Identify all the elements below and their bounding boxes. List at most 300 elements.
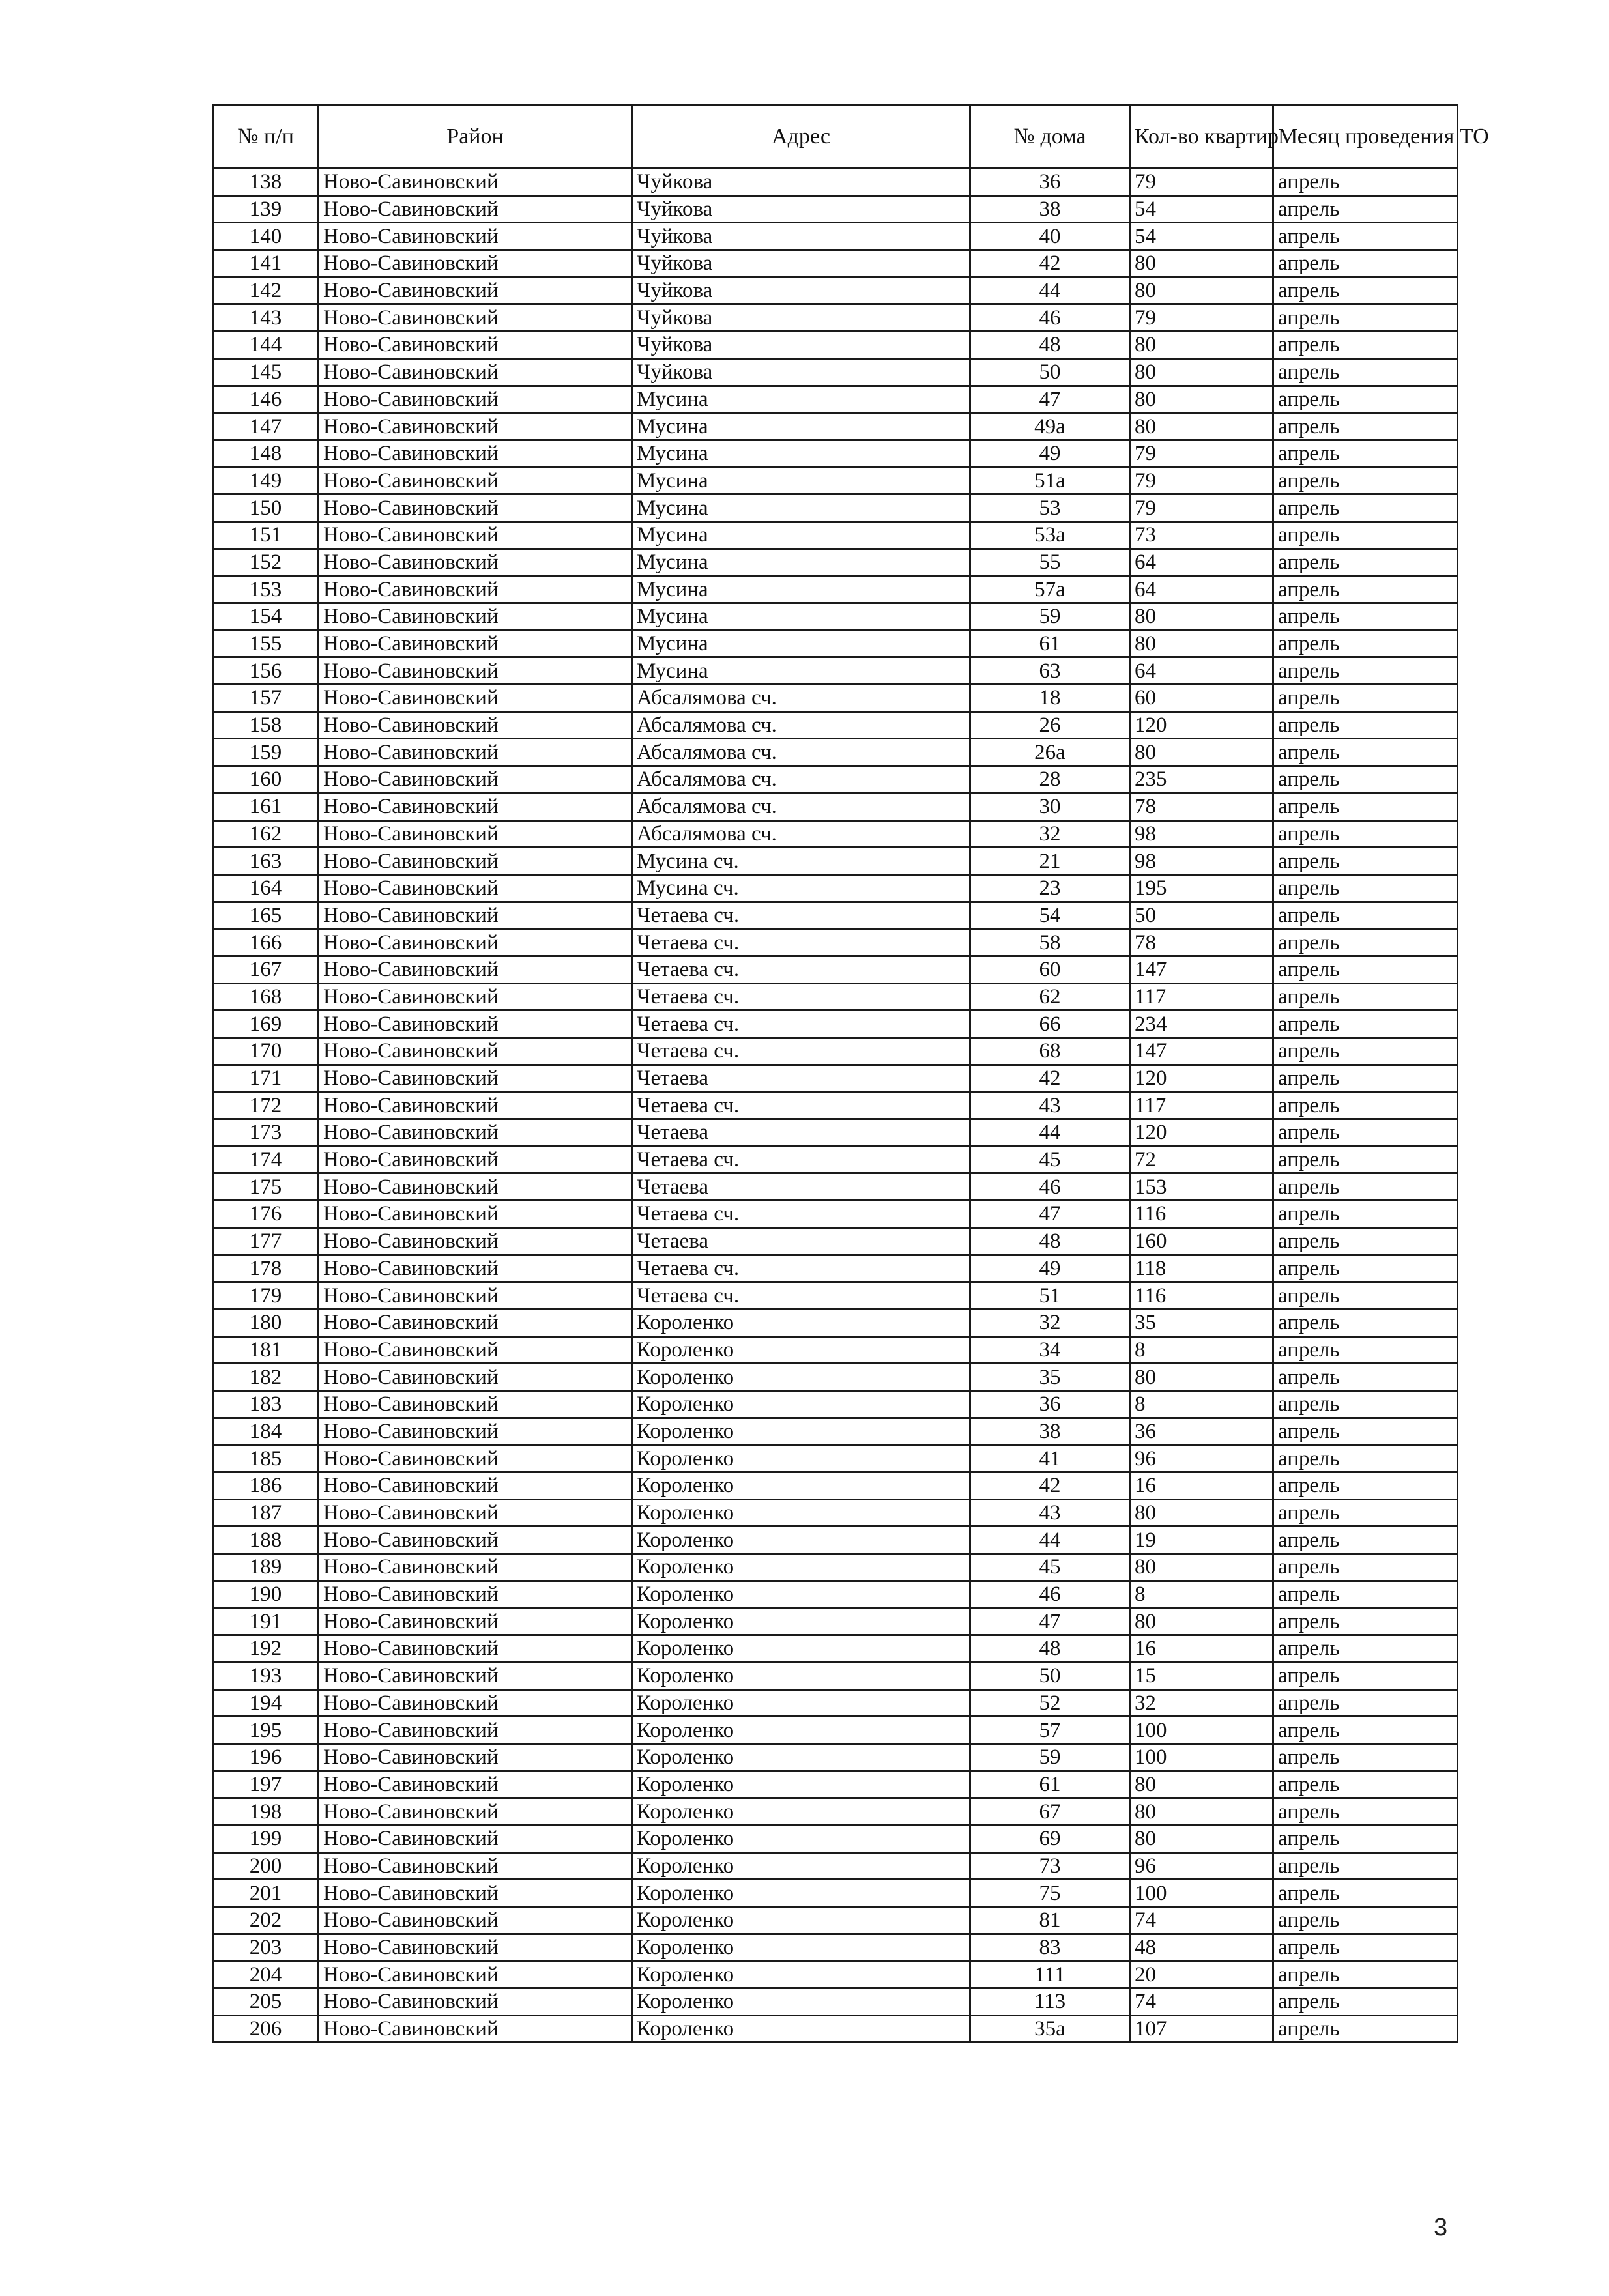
cell-district: Ново-Савиновский (319, 1255, 632, 1282)
cell-maintenance-month: апрель (1273, 1744, 1458, 1771)
cell-index: 158 (213, 711, 319, 739)
cell-address: Чуйкова (632, 304, 970, 332)
cell-district: Ново-Савиновский (319, 1472, 632, 1500)
cell-apartment-count: 32 (1130, 1689, 1273, 1717)
cell-index: 139 (213, 195, 319, 223)
cell-maintenance-month: апрель (1273, 1662, 1458, 1689)
cell-address: Короленко (632, 1771, 970, 1798)
cell-district: Ново-Савиновский (319, 521, 632, 549)
cell-apartment-count: 74 (1130, 1988, 1273, 2016)
table-row (213, 358, 1458, 386)
cell-index: 144 (213, 332, 319, 359)
cell-apartment-count: 153 (1130, 1173, 1273, 1201)
cell-apartment-count: 19 (1130, 1527, 1273, 1554)
cell-district: Ново-Савиновский (319, 358, 632, 386)
cell-house-number: 42 (970, 1472, 1130, 1500)
cell-house-number: 59 (970, 1744, 1130, 1771)
cell-index: 204 (213, 1961, 319, 1988)
table-row (213, 1255, 1458, 1282)
cell-maintenance-month: апрель (1273, 1336, 1458, 1364)
table-row (213, 1227, 1458, 1255)
table-row (213, 1364, 1458, 1391)
cell-maintenance-month: апрель (1273, 332, 1458, 359)
table-row (213, 1445, 1458, 1472)
cell-house-number: 61 (970, 630, 1130, 657)
cell-address: Чуйкова (632, 169, 970, 196)
table-row (213, 1689, 1458, 1717)
cell-house-number: 23 (970, 874, 1130, 902)
cell-house-number: 46 (970, 304, 1130, 332)
cell-index: 167 (213, 956, 319, 983)
cell-index: 174 (213, 1146, 319, 1173)
cell-apartment-count: 96 (1130, 1445, 1273, 1472)
cell-house-number: 47 (970, 386, 1130, 413)
cell-house-number: 54 (970, 902, 1130, 929)
cell-index: 176 (213, 1201, 319, 1228)
cell-index: 165 (213, 902, 319, 929)
cell-apartment-count: 100 (1130, 1744, 1273, 1771)
cell-district: Ново-Савиновский (319, 386, 632, 413)
cell-index: 149 (213, 467, 319, 495)
cell-district: Ново-Савиновский (319, 1119, 632, 1147)
cell-index: 196 (213, 1744, 319, 1771)
header-maintenance-month: Месяц проведения ТО (1273, 106, 1458, 169)
cell-index: 188 (213, 1527, 319, 1554)
cell-address: Четаева сч. (632, 902, 970, 929)
cell-address: Мусина (632, 521, 970, 549)
cell-apartment-count: 107 (1130, 2015, 1273, 2043)
cell-district: Ново-Савиновский (319, 1907, 632, 1934)
cell-district: Ново-Савиновский (319, 1445, 632, 1472)
table-row (213, 1934, 1458, 1961)
cell-index: 194 (213, 1689, 319, 1717)
table-row (213, 902, 1458, 929)
cell-address: Короленко (632, 1662, 970, 1689)
cell-house-number: 35 (970, 1364, 1130, 1391)
cell-index: 180 (213, 1309, 319, 1336)
cell-maintenance-month: апрель (1273, 657, 1458, 685)
cell-house-number: 59 (970, 603, 1130, 631)
cell-address: Короленко (632, 1554, 970, 1581)
cell-house-number: 47 (970, 1201, 1130, 1228)
cell-maintenance-month: апрель (1273, 1119, 1458, 1147)
cell-district: Ново-Савиновский (319, 1961, 632, 1988)
cell-house-number: 75 (970, 1880, 1130, 1907)
cell-house-number: 61 (970, 1771, 1130, 1798)
cell-house-number: 83 (970, 1934, 1130, 1961)
cell-maintenance-month: апрель (1273, 793, 1458, 820)
cell-maintenance-month: апрель (1273, 1499, 1458, 1527)
cell-address: Чуйкова (632, 195, 970, 223)
cell-maintenance-month: апрель (1273, 1934, 1458, 1961)
cell-apartment-count: 120 (1130, 711, 1273, 739)
header-house-number: № дома (970, 106, 1130, 169)
table-row (213, 440, 1458, 467)
cell-district: Ново-Савиновский (319, 1744, 632, 1771)
cell-index: 205 (213, 1988, 319, 2016)
cell-apartment-count: 54 (1130, 223, 1273, 250)
cell-apartment-count: 79 (1130, 440, 1273, 467)
table-row (213, 1527, 1458, 1554)
cell-index: 171 (213, 1065, 319, 1092)
cell-apartment-count: 100 (1130, 1717, 1273, 1744)
cell-house-number: 18 (970, 685, 1130, 712)
cell-house-number: 69 (970, 1825, 1130, 1852)
cell-apartment-count: 100 (1130, 1880, 1273, 1907)
cell-address: Мусина (632, 603, 970, 631)
table-row (213, 793, 1458, 820)
cell-apartment-count: 64 (1130, 549, 1273, 576)
cell-index: 186 (213, 1472, 319, 1500)
cell-district: Ново-Савиновский (319, 495, 632, 522)
cell-address: Короленко (632, 1390, 970, 1418)
cell-index: 181 (213, 1336, 319, 1364)
cell-index: 182 (213, 1364, 319, 1391)
cell-address: Короленко (632, 1499, 970, 1527)
cell-address: Абсалямова сч. (632, 685, 970, 712)
cell-apartment-count: 147 (1130, 1038, 1273, 1065)
cell-house-number: 34 (970, 1336, 1130, 1364)
cell-district: Ново-Савиновский (319, 1364, 632, 1391)
cell-maintenance-month: апрель (1273, 983, 1458, 1011)
cell-index: 193 (213, 1662, 319, 1689)
cell-apartment-count: 16 (1130, 1635, 1273, 1663)
table-row (213, 766, 1458, 794)
cell-address: Абсалямова сч. (632, 820, 970, 848)
table-row (213, 1390, 1458, 1418)
cell-district: Ново-Савиновский (319, 603, 632, 631)
table-row (213, 739, 1458, 766)
cell-house-number: 48 (970, 1227, 1130, 1255)
cell-house-number: 58 (970, 929, 1130, 956)
cell-district: Ново-Савиновский (319, 1798, 632, 1826)
cell-maintenance-month: апрель (1273, 250, 1458, 278)
cell-maintenance-month: апрель (1273, 1907, 1458, 1934)
cell-index: 172 (213, 1092, 319, 1119)
cell-district: Ново-Савиновский (319, 1011, 632, 1038)
cell-house-number: 50 (970, 1662, 1130, 1689)
cell-apartment-count: 195 (1130, 874, 1273, 902)
cell-address: Четаева (632, 1227, 970, 1255)
cell-house-number: 26 (970, 711, 1130, 739)
cell-maintenance-month: апрель (1273, 549, 1458, 576)
cell-district: Ново-Савиновский (319, 576, 632, 603)
cell-index: 201 (213, 1880, 319, 1907)
cell-district: Ново-Савиновский (319, 332, 632, 359)
cell-maintenance-month: апрель (1273, 576, 1458, 603)
cell-maintenance-month: апрель (1273, 304, 1458, 332)
cell-maintenance-month: апрель (1273, 1255, 1458, 1282)
cell-address: Четаева сч. (632, 929, 970, 956)
cell-house-number: 67 (970, 1798, 1130, 1826)
table-row (213, 277, 1458, 304)
cell-index: 185 (213, 1445, 319, 1472)
cell-address: Четаева сч. (632, 1038, 970, 1065)
cell-index: 150 (213, 495, 319, 522)
cell-address: Абсалямова сч. (632, 711, 970, 739)
cell-address: Короленко (632, 1880, 970, 1907)
cell-apartment-count: 80 (1130, 386, 1273, 413)
cell-apartment-count: 64 (1130, 576, 1273, 603)
cell-apartment-count: 80 (1130, 1825, 1273, 1852)
cell-address: Короленко (632, 1934, 970, 1961)
cell-index: 153 (213, 576, 319, 603)
cell-index: 187 (213, 1499, 319, 1527)
table-row (213, 1581, 1458, 1608)
cell-house-number: 42 (970, 250, 1130, 278)
table-header-row (213, 106, 1458, 169)
cell-district: Ново-Савиновский (319, 1309, 632, 1336)
cell-maintenance-month: апрель (1273, 766, 1458, 794)
cell-address: Короленко (632, 1689, 970, 1717)
cell-house-number: 51 (970, 1282, 1130, 1310)
cell-maintenance-month: апрель (1273, 1011, 1458, 1038)
cell-index: 157 (213, 685, 319, 712)
cell-apartment-count: 80 (1130, 603, 1273, 631)
cell-maintenance-month: апрель (1273, 1227, 1458, 1255)
cell-apartment-count: 80 (1130, 1364, 1273, 1391)
cell-address: Короленко (632, 1852, 970, 1880)
cell-house-number: 63 (970, 657, 1130, 685)
table-row (213, 1635, 1458, 1663)
cell-house-number: 55 (970, 549, 1130, 576)
table-row (213, 1662, 1458, 1689)
cell-maintenance-month: апрель (1273, 1146, 1458, 1173)
cell-maintenance-month: апрель (1273, 848, 1458, 875)
cell-house-number: 36 (970, 1390, 1130, 1418)
cell-index: 179 (213, 1282, 319, 1310)
cell-apartment-count: 8 (1130, 1581, 1273, 1608)
table-row (213, 956, 1458, 983)
cell-apartment-count: 80 (1130, 1608, 1273, 1635)
cell-apartment-count: 116 (1130, 1282, 1273, 1310)
cell-address: Короленко (632, 1581, 970, 1608)
cell-index: 168 (213, 983, 319, 1011)
cell-address: Мусина (632, 495, 970, 522)
table-row (213, 929, 1458, 956)
table-row (213, 1201, 1458, 1228)
cell-maintenance-month: апрель (1273, 1717, 1458, 1744)
cell-house-number: 73 (970, 1852, 1130, 1880)
cell-address: Короленко (632, 1798, 970, 1826)
cell-house-number: 49а (970, 413, 1130, 440)
cell-maintenance-month: апрель (1273, 711, 1458, 739)
cell-district: Ново-Савиновский (319, 685, 632, 712)
cell-district: Ново-Савиновский (319, 1608, 632, 1635)
cell-maintenance-month: апрель (1273, 1173, 1458, 1201)
cell-address: Абсалямова сч. (632, 793, 970, 820)
cell-address: Чуйкова (632, 332, 970, 359)
cell-index: 192 (213, 1635, 319, 1663)
cell-house-number: 52 (970, 1689, 1130, 1717)
cell-maintenance-month: апрель (1273, 874, 1458, 902)
table-row (213, 1038, 1458, 1065)
cell-index: 189 (213, 1554, 319, 1581)
cell-address: Короленко (632, 1744, 970, 1771)
cell-district: Ново-Савиновский (319, 766, 632, 794)
table-row (213, 1499, 1458, 1527)
cell-maintenance-month: апрель (1273, 1961, 1458, 1988)
table-body (213, 169, 1458, 2043)
table-row (213, 386, 1458, 413)
cell-apartment-count: 35 (1130, 1309, 1273, 1336)
table-row (213, 1092, 1458, 1119)
cell-house-number: 111 (970, 1961, 1130, 1988)
table-row (213, 657, 1458, 685)
cell-apartment-count: 48 (1130, 1934, 1273, 1961)
cell-house-number: 68 (970, 1038, 1130, 1065)
cell-district: Ново-Савиновский (319, 630, 632, 657)
cell-district: Ново-Савиновский (319, 467, 632, 495)
cell-index: 141 (213, 250, 319, 278)
cell-address: Абсалямова сч. (632, 766, 970, 794)
cell-address: Короленко (632, 1608, 970, 1635)
cell-apartment-count: 80 (1130, 630, 1273, 657)
cell-maintenance-month: апрель (1273, 1445, 1458, 1472)
cell-index: 200 (213, 1852, 319, 1880)
cell-apartment-count: 72 (1130, 1146, 1273, 1173)
cell-apartment-count: 98 (1130, 848, 1273, 875)
cell-house-number: 62 (970, 983, 1130, 1011)
cell-district: Ново-Савиновский (319, 1146, 632, 1173)
cell-apartment-count: 78 (1130, 793, 1273, 820)
cell-district: Ново-Савиновский (319, 1771, 632, 1798)
cell-maintenance-month: апрель (1273, 2015, 1458, 2043)
table-row (213, 1554, 1458, 1581)
cell-district: Ново-Савиновский (319, 223, 632, 250)
cell-district: Ново-Савиновский (319, 739, 632, 766)
cell-apartment-count: 8 (1130, 1336, 1273, 1364)
cell-address: Короленко (632, 1309, 970, 1336)
cell-address: Четаева сч. (632, 1255, 970, 1282)
cell-house-number: 32 (970, 820, 1130, 848)
cell-house-number: 113 (970, 1988, 1130, 2016)
cell-apartment-count: 80 (1130, 1798, 1273, 1826)
cell-apartment-count: 79 (1130, 304, 1273, 332)
cell-apartment-count: 118 (1130, 1255, 1273, 1282)
cell-apartment-count: 96 (1130, 1852, 1273, 1880)
cell-maintenance-month: апрель (1273, 902, 1458, 929)
cell-address: Четаева сч. (632, 956, 970, 983)
cell-maintenance-month: апрель (1273, 1092, 1458, 1119)
cell-district: Ново-Савиновский (319, 549, 632, 576)
cell-house-number: 49 (970, 440, 1130, 467)
cell-address: Мусина (632, 413, 970, 440)
cell-index: 154 (213, 603, 319, 631)
cell-address: Короленко (632, 1445, 970, 1472)
cell-house-number: 45 (970, 1146, 1130, 1173)
cell-maintenance-month: апрель (1273, 956, 1458, 983)
cell-address: Четаева сч. (632, 1201, 970, 1228)
cell-apartment-count: 79 (1130, 495, 1273, 522)
table-row (213, 874, 1458, 902)
cell-apartment-count: 80 (1130, 1771, 1273, 1798)
cell-apartment-count: 36 (1130, 1418, 1273, 1445)
cell-address: Чуйкова (632, 223, 970, 250)
cell-index: 178 (213, 1255, 319, 1282)
cell-maintenance-month: апрель (1273, 358, 1458, 386)
cell-house-number: 48 (970, 1635, 1130, 1663)
cell-index: 161 (213, 793, 319, 820)
cell-district: Ново-Савиновский (319, 956, 632, 983)
cell-index: 202 (213, 1907, 319, 1934)
table-row (213, 1119, 1458, 1147)
cell-apartment-count: 79 (1130, 169, 1273, 196)
cell-apartment-count: 80 (1130, 1499, 1273, 1527)
cell-house-number: 57 (970, 1717, 1130, 1744)
page-number: 3 (1434, 2214, 1448, 2241)
table-row (213, 2015, 1458, 2043)
cell-house-number: 45 (970, 1554, 1130, 1581)
cell-maintenance-month: апрель (1273, 739, 1458, 766)
cell-maintenance-month: апрель (1273, 1065, 1458, 1092)
table-row (213, 848, 1458, 875)
cell-house-number: 32 (970, 1309, 1130, 1336)
cell-house-number: 41 (970, 1445, 1130, 1472)
cell-district: Ново-Савиновский (319, 1717, 632, 1744)
cell-district: Ново-Савиновский (319, 1988, 632, 2016)
table-row (213, 1309, 1458, 1336)
cell-address: Чуйкова (632, 277, 970, 304)
cell-index: 148 (213, 440, 319, 467)
cell-maintenance-month: апрель (1273, 1472, 1458, 1500)
cell-district: Ново-Савиновский (319, 1880, 632, 1907)
cell-address: Короленко (632, 1635, 970, 1663)
table-row (213, 332, 1458, 359)
cell-address: Чуйкова (632, 358, 970, 386)
cell-apartment-count: 120 (1130, 1119, 1273, 1147)
cell-house-number: 38 (970, 195, 1130, 223)
table-row (213, 1717, 1458, 1744)
cell-index: 198 (213, 1798, 319, 1826)
cell-apartment-count: 79 (1130, 467, 1273, 495)
cell-apartment-count: 20 (1130, 1961, 1273, 1988)
table-row (213, 521, 1458, 549)
table-row (213, 983, 1458, 1011)
cell-address: Мусина сч. (632, 874, 970, 902)
cell-index: 166 (213, 929, 319, 956)
table-row (213, 195, 1458, 223)
cell-maintenance-month: апрель (1273, 685, 1458, 712)
cell-district: Ново-Савиновский (319, 1173, 632, 1201)
table-row (213, 1173, 1458, 1201)
table-row (213, 250, 1458, 278)
maintenance-schedule-table (212, 104, 1489, 2043)
cell-index: 155 (213, 630, 319, 657)
cell-maintenance-month: апрель (1273, 413, 1458, 440)
cell-address: Мусина сч. (632, 848, 970, 875)
table-row (213, 223, 1458, 250)
cell-maintenance-month: апрель (1273, 1608, 1458, 1635)
cell-address: Абсалямова сч. (632, 739, 970, 766)
cell-address: Короленко (632, 1988, 970, 2016)
table-row (213, 169, 1458, 196)
table-row (213, 467, 1458, 495)
cell-maintenance-month: апрель (1273, 1689, 1458, 1717)
cell-apartment-count: 160 (1130, 1227, 1273, 1255)
cell-district: Ново-Савиновский (319, 440, 632, 467)
table-row (213, 1961, 1458, 1988)
cell-district: Ново-Савиновский (319, 902, 632, 929)
cell-address: Мусина (632, 576, 970, 603)
cell-house-number: 46 (970, 1581, 1130, 1608)
cell-district: Ново-Савиновский (319, 250, 632, 278)
cell-district: Ново-Савиновский (319, 1689, 632, 1717)
table-row (213, 1418, 1458, 1445)
cell-index: 152 (213, 549, 319, 576)
cell-apartment-count: 16 (1130, 1472, 1273, 1500)
cell-apartment-count: 98 (1130, 820, 1273, 848)
